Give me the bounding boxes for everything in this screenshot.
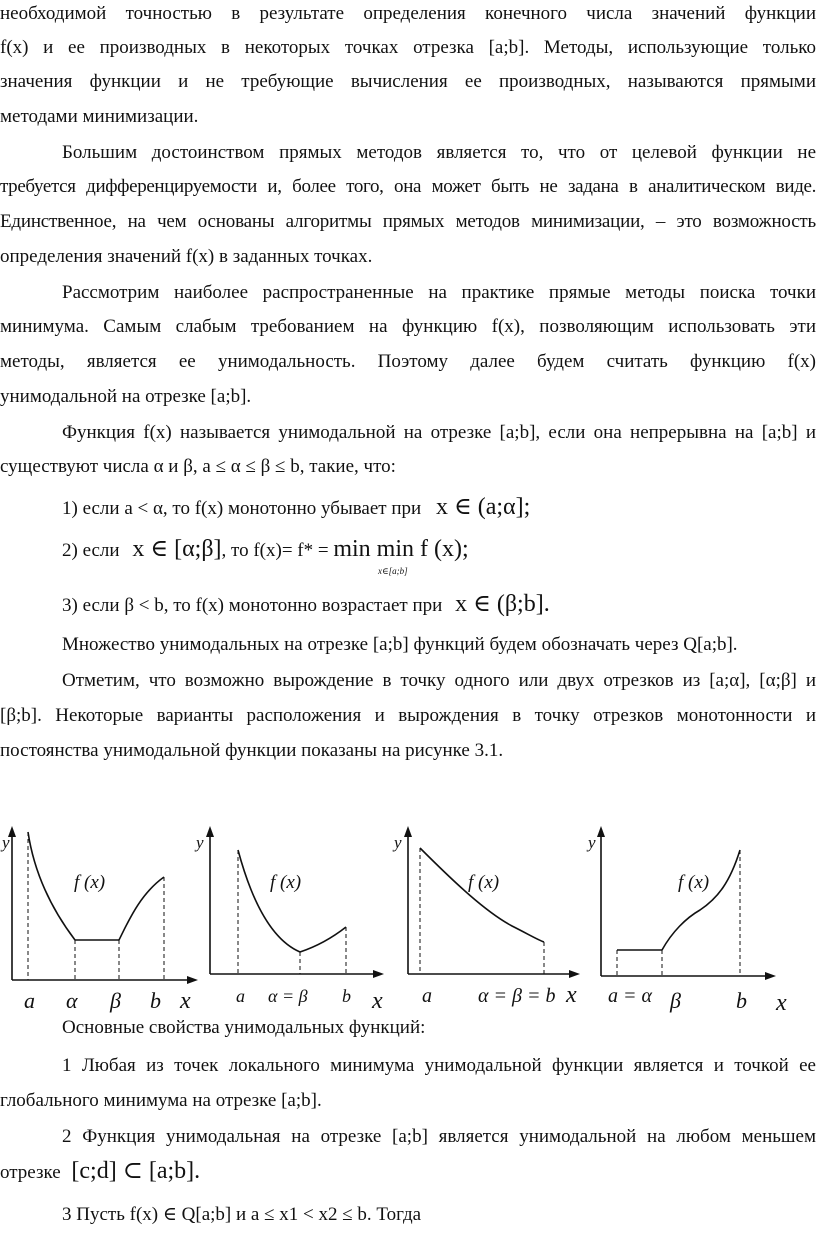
tick-label: β	[110, 988, 121, 1013]
function-curve	[238, 850, 346, 952]
condition-2	[0, 533, 816, 573]
paragraph-line: методы, является ее унимодальность. Поэтому далее будем считать функцию f(x)	[0, 351, 816, 372]
x-axis-arrow	[373, 970, 384, 978]
figure-panel-3	[392, 826, 580, 1008]
paragraph-line: значения функции и не требующие вычисления ее производных, называются прямыми	[0, 71, 816, 92]
function-label: f (x)	[270, 872, 302, 893]
condition-2-text: 2) если	[62, 540, 120, 561]
property-line: 1 Любая из точек локального минимума унимодальной функции является и точкой ее	[62, 1055, 816, 1076]
paragraph-line: [β;b]. Некоторые варианты расположения и вырождения в точку отрезков монотонности и	[0, 705, 816, 726]
paragraph-line: f(x) и ее производных в некоторых точках отрезка [a;b]. Методы, использующие только	[0, 37, 816, 58]
condition-2-mid: , то f(x)= f* =	[221, 540, 329, 561]
condition-3-math: x ∈ (β;b].	[455, 591, 550, 617]
paragraph-line: требуется дифференцируемости и, более того, она может быть не задана в аналитическом виде.	[0, 176, 816, 197]
paragraph-line: методами минимизации.	[0, 106, 199, 127]
tick-label: α = β	[268, 986, 308, 1006]
x-axis-arrow	[187, 976, 198, 984]
x-axis-label: x	[566, 982, 577, 1008]
tick-label: β	[670, 988, 681, 1013]
tick-label: a	[422, 985, 432, 1007]
property-2-text: отрезке	[0, 1162, 61, 1183]
paragraph-line: Единственное, на чем основаны алгоритмы прямых методов минимизации, – это возможность	[0, 211, 816, 232]
paragraph-line: унимодальной на отрезке [a;b].	[0, 386, 252, 407]
paragraph-line: минимума. Самым слабым требованием на функцию f(x), позволяющим использовать эти	[0, 316, 816, 337]
properties-heading: Основные свойства унимодальных функций:	[62, 1017, 426, 1038]
condition-1-text: 1) если a < α, то f(x) монотонно убывает при	[62, 498, 422, 519]
function-label: f (x)	[74, 872, 106, 893]
y-axis-label: y	[394, 833, 402, 852]
figure-panel-4	[586, 826, 787, 1016]
tick-label: a	[236, 986, 245, 1006]
condition-3	[0, 588, 816, 620]
tick-label: b	[150, 988, 161, 1013]
paragraph-line: Рассмотрим наиболее распространенные на практике прямые методы поиска точки	[62, 282, 816, 303]
property-line	[0, 1155, 816, 1191]
y-axis-label: y	[196, 833, 204, 852]
y-axis-arrow	[597, 826, 605, 837]
paragraph-line: Отметим, что возможно вырождение в точку одного или двух отрезков из [a;α], [α;β] и	[62, 670, 816, 691]
tick-label: α = β = b	[478, 985, 556, 1007]
y-axis-label: y	[2, 833, 10, 852]
x-axis-label: x	[372, 988, 383, 1014]
paragraph-line: Большим достоинством прямых методов является то, что от целевой функции не	[62, 142, 816, 163]
definition-line: существуют числа α и β, a ≤ α ≤ β ≤ b, такие, что:	[0, 456, 396, 477]
paragraph-line: определения значений f(x) в заданных точках.	[0, 246, 373, 267]
y-axis-arrow	[206, 826, 214, 837]
function-curve	[420, 848, 544, 942]
x-axis-label: x	[180, 988, 191, 1014]
unimodal-figure	[0, 822, 816, 1022]
figure-panel-1	[0, 826, 198, 1014]
function-label: f (x)	[678, 872, 710, 893]
property-line: глобального минимума на отрезке [a;b].	[0, 1090, 322, 1111]
condition-1	[0, 491, 816, 523]
figure-panel-2	[194, 826, 384, 1014]
property-line: 2 Функция унимодальная на отрезке [a;b] является унимодальной на любом меньшем	[62, 1126, 816, 1147]
condition-2-formula: min min f (x);	[333, 536, 469, 562]
x-axis-label: x	[776, 990, 787, 1016]
paragraph-line: постоянства унимодальной функции показаны на рисунке 3.1.	[0, 740, 504, 761]
tick-label: b	[736, 988, 747, 1013]
property-line: 3 Пусть f(x) ∈ Q[a;b] и a ≤ x1 < x2 ≤ b. Тогда	[62, 1204, 422, 1225]
definition-line: Функция f(x) называется унимодальной на отрезке [a;b], если она непрерывна на [a;b] и	[62, 422, 816, 443]
tick-label: a = α	[608, 985, 652, 1007]
condition-1-math: x ∈ (a;α];	[435, 494, 531, 520]
tick-label: b	[342, 986, 351, 1006]
x-axis-arrow	[569, 970, 580, 978]
x-axis-arrow	[765, 972, 776, 980]
condition-3-text: 3) если β < b, то f(x) монотонно возрастает при	[62, 595, 443, 616]
y-axis-label: y	[588, 833, 596, 852]
paragraph-line: Множество унимодальных на отрезке [a;b] функций будем обозначать через Q[a;b].	[62, 634, 738, 655]
tick-label: a	[24, 988, 35, 1013]
function-label: f (x)	[468, 872, 500, 893]
paragraph-line: необходимой точностью в результате определения конечного числа значений функции	[0, 3, 816, 24]
property-2-math: [c;d] ⊂ [a;b].	[71, 1158, 201, 1184]
condition-2-subscript: x∈[a;b]	[378, 566, 408, 576]
condition-2-math: x ∈ [α;β]	[132, 536, 222, 562]
function-curve	[617, 850, 740, 950]
y-axis-arrow	[404, 826, 412, 837]
tick-label: α	[66, 988, 78, 1013]
